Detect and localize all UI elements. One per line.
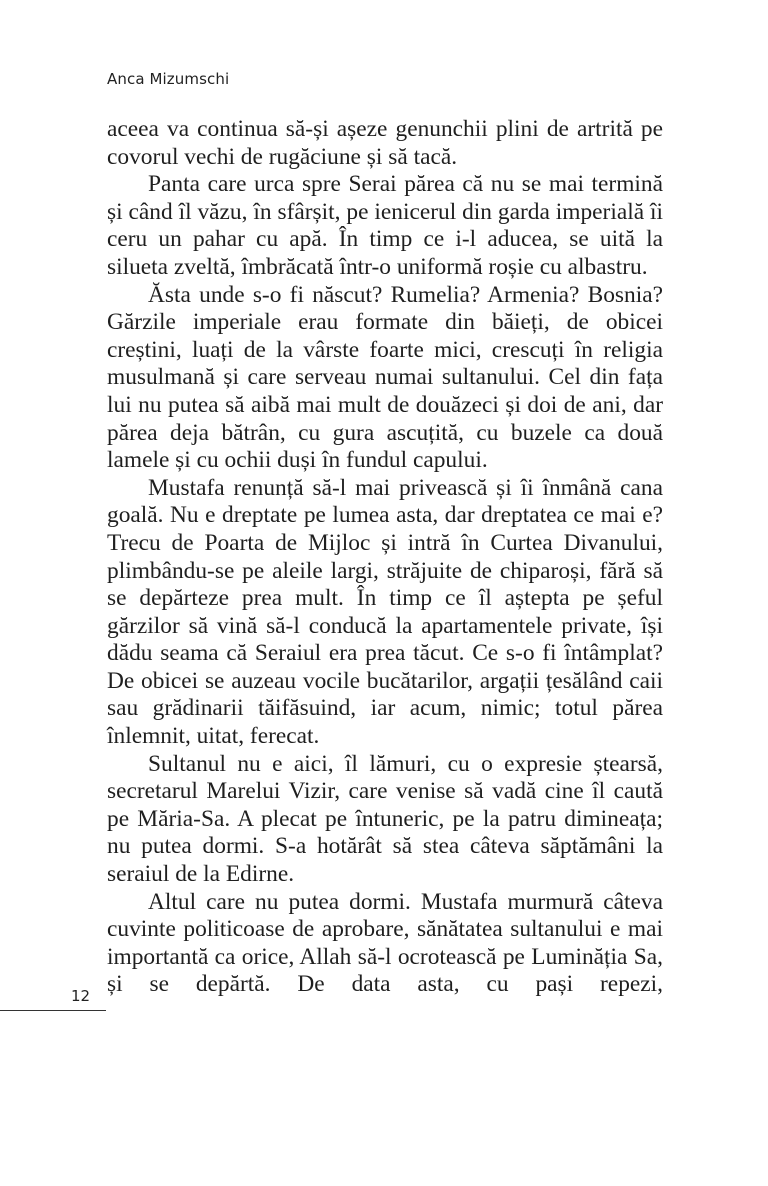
running-head-author: Anca Mizumschi: [107, 70, 230, 88]
page-number: 12: [71, 987, 91, 1005]
paragraph-3: Ăsta unde s-o fi născut? Rumelia? Armenia? Bosnia? Gărzile imperiale erau formate din băieți, de obicei creștini, luați de la vârste foarte mici, crescuți în religia musulmană și care serveau numai sultanului. Cel din fața lui nu putea să aibă mai mult de douăzeci și doi de ani, dar părea deja bătrân, cu gura ascuțită, cu buzele ca două lamele și cu ochii duși în fundul capului.: [107, 281, 663, 474]
paragraph-6: Altul care nu putea dormi. Mustafa murmură câteva cuvinte politicoase de aprobare, sănătatea sultanului e mai importantă ca orice, Allah să-l ocrotească pe Luminăția Sa, și se depărtă. De data asta, cu pași repezi,: [107, 888, 663, 998]
paragraph-2: Panta care urca spre Serai părea că nu se mai termină și când îl văzu, în sfârșit, pe ienicerul din garda imperială îi ceru un pahar cu apă. În timp ce i-l aducea, se uită la silueta zveltă, îmbrăcată într-o uniformă roșie cu albastru.: [107, 171, 663, 280]
footer-rule: [0, 1010, 106, 1011]
paragraph-4: Mustafa renunță să-l mai privească și îi înmână cana goală. Nu e dreptate pe lumea asta, dar dreptatea ce mai e? Trecu de Poarta de Mijloc și intră în Curtea Divanului, plimbându-se pe aleile largi, străjuite de chiparoși, fără să se depărteze prea mult. În timp ce îl aștepta pe șeful gărzilor să vină să-l conducă la apartamentele private, își dădu seama că Seraiul era prea tăcut. Ce s-o fi întâmplat? De obicei se auzeau vocile bucătarilor, argații țesălând caii sau grădinarii tăifăsuind, iar acum, nimic; totul părea înlemnit, uitat, ferecat.: [107, 474, 663, 750]
body-text: [107, 116, 663, 999]
paragraph-1: aceea va continua să-și așeze genunchii plini de artrită pe covorul vechi de rugăciune și să tacă.: [107, 116, 663, 170]
paragraph-5: Sultanul nu e aici, îl lămuri, cu o expresie ștearsă, secretarul Marelui Vizir, care venise să vadă cine îl caută pe Măria-Sa. A plecat pe întuneric, pe la patru dimineața; nu putea dormi. S-a hotărât să stea câteva săptămâni la seraiul de la Edirne.: [107, 750, 663, 888]
